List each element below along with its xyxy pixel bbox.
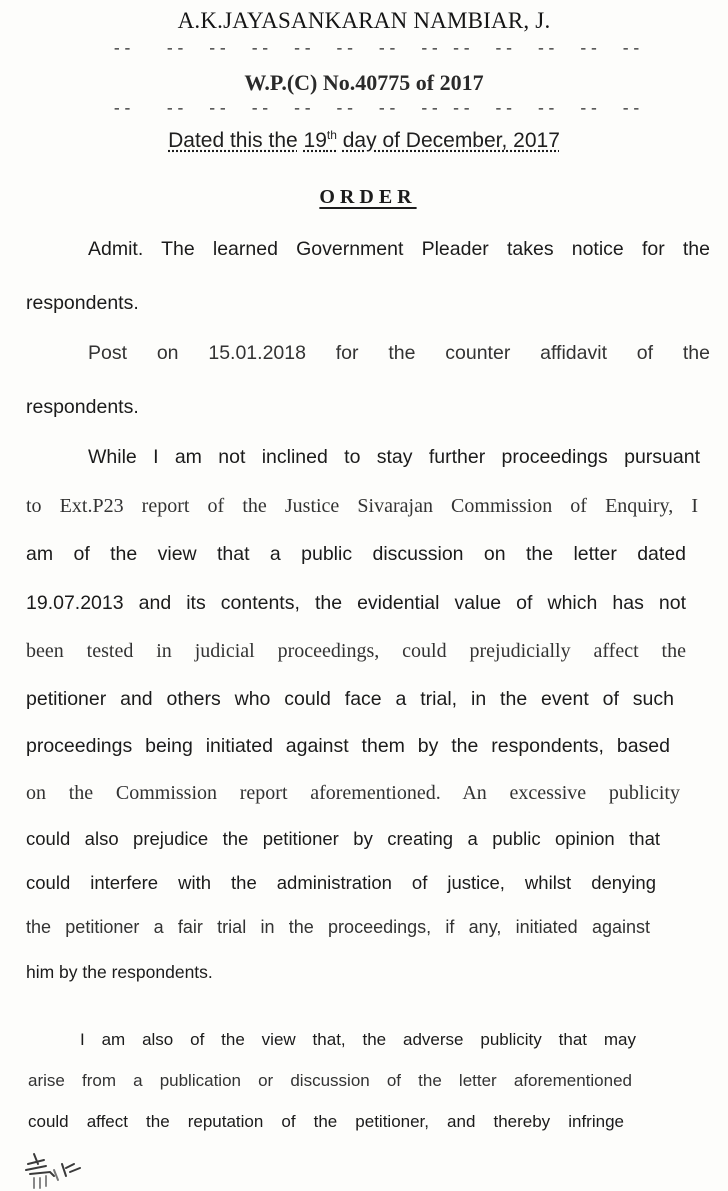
body-line: arise from a publication or discussion of the letter aforementioned	[28, 1071, 632, 1090]
body-line: him by the respondents.	[26, 962, 213, 982]
body-line: been tested in judicial proceedings, could prejudicially affect the	[26, 640, 686, 662]
body-line: I am also of the view that, the adverse publicity that may	[80, 1030, 636, 1049]
order-heading: ORDER	[319, 186, 417, 208]
dated-day: 19th	[303, 128, 337, 152]
body-line: on the Commission report aforementioned. An excessive publicity	[26, 782, 680, 804]
judge-name: A.K.JAYASANKARAN NAMBIAR, J.	[177, 8, 551, 33]
body-line: could interfere with the administration of justice, whilst denying	[26, 872, 656, 893]
body-line: respondents.	[26, 396, 139, 418]
dated-prefix: Dated this the	[168, 129, 298, 152]
body-line: 19.07.2013 and its contents, the evidential value of which has not	[26, 592, 686, 614]
body-line: Post on 15.01.2018 for the counter affidavit of the	[88, 342, 710, 364]
body-line: the petitioner a fair trial in the proceedings, if any, initiated against	[26, 917, 650, 937]
body-line: am of the view that a public discussion on the letter dated	[26, 543, 686, 565]
separator-line: -- -- -- -- -- -- -- -- -- -- -- -- --	[112, 40, 643, 58]
body-line: petitioner and others who could face a trial, in the event of such	[26, 688, 674, 710]
body-line: While I am not inclined to stay further proceedings pursuant	[88, 446, 700, 468]
case-number: W.P.(C) No.40775 of 2017	[244, 70, 484, 95]
body-line: could also prejudice the petitioner by creating a public opinion that	[26, 828, 660, 849]
body-line: proceedings being initiated against them by the respondents, based	[26, 735, 670, 757]
separator-line: -- -- -- -- -- -- -- -- -- -- -- -- --	[112, 100, 643, 118]
dated-suffix: day of December, 2017	[342, 129, 560, 152]
handwritten-initials-icon	[10, 1146, 90, 1191]
dated-line	[0, 128, 728, 153]
body-line: Admit. The learned Government Pleader takes notice for the	[88, 238, 710, 260]
body-line: to Ext.P23 report of the Justice Sivarajan Commission of Enquiry, I	[26, 495, 698, 517]
body-line: respondents.	[26, 292, 139, 314]
body-line: could affect the reputation of the petitioner, and thereby infringe	[28, 1112, 624, 1131]
